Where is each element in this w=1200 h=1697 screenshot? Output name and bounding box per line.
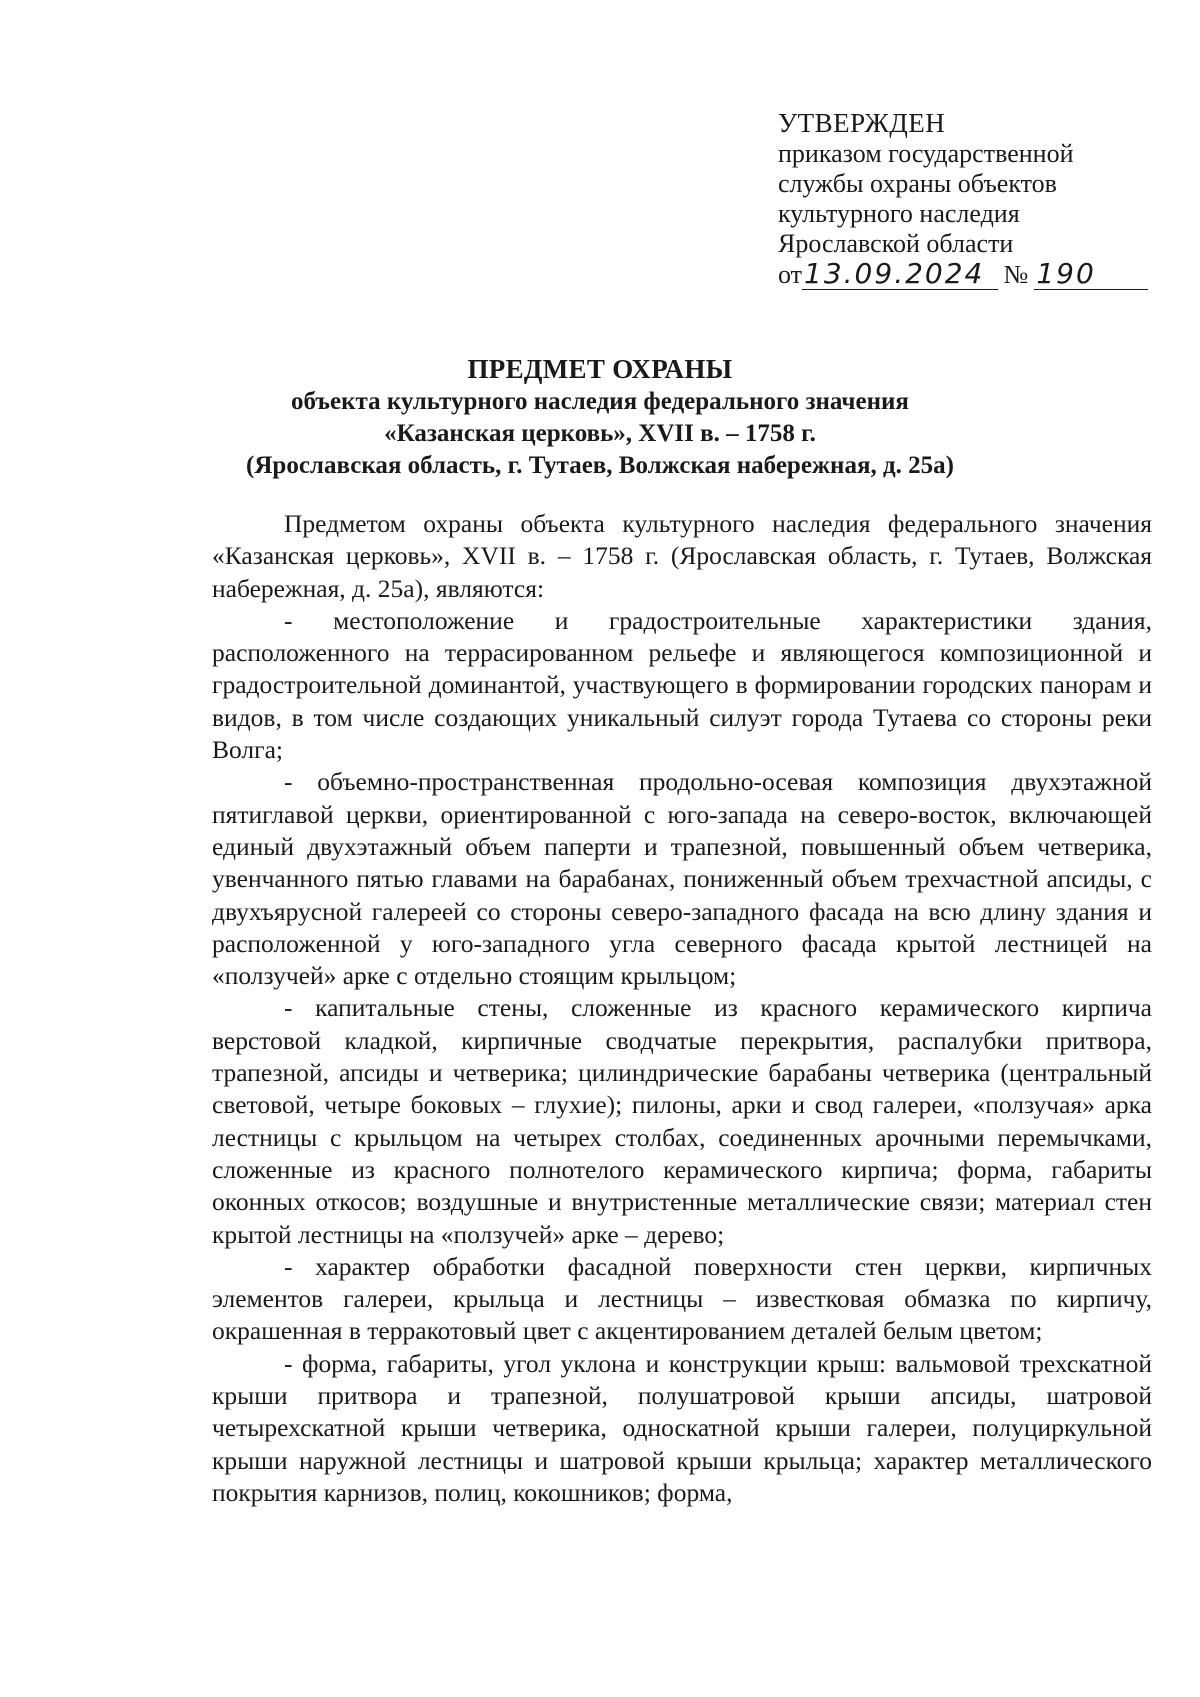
document-heading (100, 352, 1100, 482)
number-sign: № (1003, 260, 1029, 289)
body-paragraph-1: Предметом охраны объекта культурного наследия федерального значения «Казанская церковь», XVII в. – 1758 г. (Ярославская область, г. Тутаев, Волжская набережная, д. 25а), являются: (212, 509, 1152, 603)
approval-line-3: культурного наследия (778, 199, 1020, 228)
approval-line-4: Ярославской области (778, 229, 1014, 258)
body-paragraph-6: - форма, габариты, угол уклона и конструкции крыш: вальмовой трехскатной крыши притвора и трапезной, полушатровой крыши апсиды, шатровой четырехскатной крыши четверика, односкатной крыши галереи, полуциркульной крыши наружной лестницы и шатровой крыши крыльца; характер металлического покрытия карнизов, полиц, кокошников; форма, (212, 1348, 1152, 1507)
body-paragraph-4: - капитальные стены, сложенные из красного керамического кирпича верстовой кладкой, кирпичные сводчатые перекрытия, распалубки притвора, трапезной, апсиды и четверика; цилиндрические барабаны четверика (центральный световой, четыре боковых – глухие); пилоны, арки и свод галереи, «ползучая» арка лестницы с крыльцом на четырех столбах, соединенных арочными перемычками, сложенные из красного полнотелого керамического кирпича; форма, габариты оконных откосов; воздушные и внутристенные металлические связи; материал стен крытой лестницы на «ползучей» арке – дерево; (212, 993, 1152, 1249)
handwritten-date: 13.09.2024 (802, 259, 997, 290)
heading-line-2: «Казанская церковь», XVII в. – 1758 г. (384, 420, 816, 447)
document-body (212, 508, 1152, 1509)
handwritten-number: 190 (1034, 259, 1148, 290)
body-paragraph-3: - объемно-пространственная продольно-осевая композиция двухэтажной пятиглавой церкви, ориентированной с юго-запада на северо-восток, включающей единый двухэтажный объем паперти и трапезной, повышенный объем четверика, увенчанного пятью главами на барабанах, пониженный объем трехчастной апсиды, с двухъярусной галереей со стороны северо-западного фасада на всю длину здания и расположенной у юго-западного угла северного фасада крытой лестницей на «ползучей» арке с отдельно стоящим крыльцом; (212, 767, 1152, 991)
approval-title: УТВЕРЖДЕН (778, 108, 946, 138)
body-paragraph-5: - характер обработки фасадной поверхности стен церкви, кирпичных элементов галереи, крыльца и лестницы – известковая обмазка по кирпичу, окрашенная в терракотовый цвет с акцентированием деталей белым цветом; (212, 1251, 1152, 1346)
heading-main: ПРЕДМЕТ ОХРАНЫ (467, 354, 733, 384)
approval-stamp (778, 108, 1148, 290)
approval-date-line (778, 259, 1148, 290)
heading-line-1: объекта культурного наследия федерального значения (291, 388, 909, 415)
body-paragraph-2: - местоположение и градостроительные характеристики здания, расположенного на террасированном рельефе и являющегося композиционной и градостроительной доминантой, участвующего в формировании городских панорам и видов, в том числе создающих уникальный силуэт города Тутаева со стороны реки Волга; (212, 605, 1152, 765)
approval-line-2: службы охраны объектов (778, 169, 1057, 198)
heading-line-3: (Ярославская область, г. Тутаев, Волжская набережная, д. 25а) (246, 452, 954, 479)
date-prefix: от (778, 260, 803, 289)
approval-line-1: приказом государственной (778, 139, 1074, 168)
